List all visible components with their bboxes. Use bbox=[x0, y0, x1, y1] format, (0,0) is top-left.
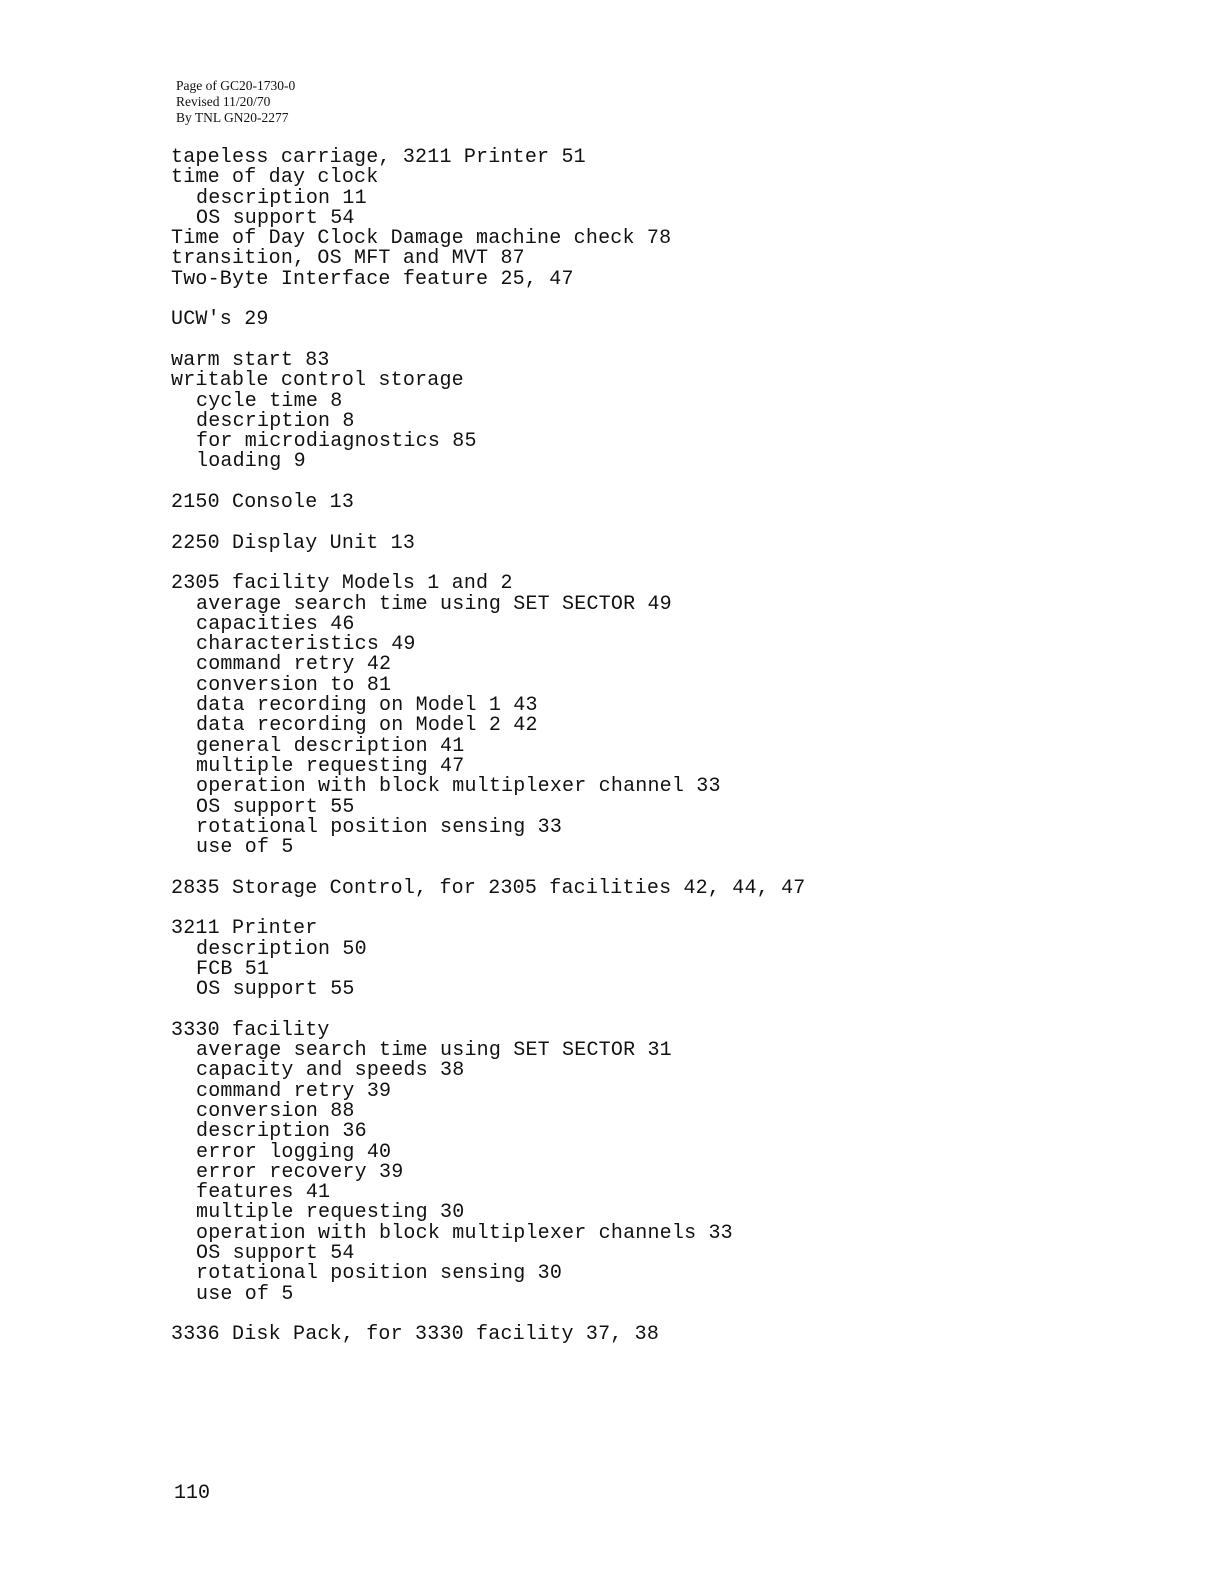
page-number: 110 bbox=[174, 1482, 211, 1505]
index-entry: time of day clock bbox=[171, 166, 379, 190]
index-subentry: data recording on Model 2 42 bbox=[196, 714, 538, 738]
index-subentry: operation with block multiplexer channel 33 bbox=[196, 775, 721, 799]
index-subentry: general description 41 bbox=[196, 734, 465, 758]
index-subentry: characteristics 49 bbox=[196, 633, 416, 657]
index-subentry: OS support 55 bbox=[196, 795, 355, 819]
index-subentry: rotational position sensing 30 bbox=[196, 1262, 563, 1286]
index-subentry: conversion 88 bbox=[196, 1099, 355, 1123]
index-subentry: conversion to 81 bbox=[196, 673, 392, 697]
revision-header bbox=[176, 78, 295, 126]
index-entry: tapeless carriage, 3211 Printer 51 bbox=[171, 146, 586, 169]
index-subentry: data recording on Model 1 43 bbox=[196, 694, 538, 718]
index-entry: 2835 Storage Control, for 2305 facilities 42, 44, 47 bbox=[171, 876, 806, 900]
index-entry: Time of Day Clock Damage machine check 78 bbox=[171, 227, 672, 251]
blank-line bbox=[171, 899, 806, 919]
index-subentry: loading 9 bbox=[196, 450, 306, 474]
index-subentry: rotational position sensing 33 bbox=[196, 815, 563, 839]
index-subentry: average search time using SET SECTOR 31 bbox=[196, 1039, 672, 1063]
blank-line bbox=[171, 858, 806, 878]
index-subentry: features 41 bbox=[196, 1181, 331, 1205]
blank-line bbox=[171, 1000, 806, 1020]
index-subentry: operation with block multiplexer channels 33 bbox=[196, 1221, 733, 1245]
blank-line bbox=[171, 513, 806, 533]
index-entry: 2150 Console 13 bbox=[171, 491, 355, 515]
index-entry: transition, OS MFT and MVT 87 bbox=[171, 247, 525, 271]
blank-line bbox=[171, 1305, 806, 1325]
index-entry: UCW's 29 bbox=[171, 308, 269, 332]
index-entry: 2305 facility Models 1 and 2 bbox=[171, 572, 513, 596]
revision-page-label: Page of GC20-1730-0 bbox=[176, 78, 296, 93]
blank-line bbox=[171, 290, 806, 310]
index-subentry: multiple requesting 30 bbox=[196, 1201, 465, 1225]
blank-line bbox=[171, 554, 806, 574]
index-subentry: capacity and speeds 38 bbox=[196, 1059, 465, 1083]
index-subentry: cycle time 8 bbox=[196, 389, 343, 413]
index-subentry: OS support 54 bbox=[196, 1242, 355, 1266]
index-subentry: OS support 55 bbox=[196, 978, 355, 1002]
index-entry: 2250 Display Unit 13 bbox=[171, 531, 416, 555]
index-subentry: multiple requesting 47 bbox=[196, 754, 465, 778]
index-subentry: for microdiagnostics 85 bbox=[196, 430, 477, 454]
index-subentry: use of 5 bbox=[196, 1282, 294, 1306]
index-subentry: command retry 39 bbox=[196, 1079, 392, 1103]
index-subentry: description 36 bbox=[196, 1120, 367, 1144]
index-entries bbox=[171, 148, 806, 1346]
index-subentry: OS support 54 bbox=[196, 206, 355, 230]
index-subentry: average search time using SET SECTOR 49 bbox=[196, 592, 672, 616]
index-entry: warm start 83 bbox=[171, 348, 330, 372]
index-entry: 3211 Printer bbox=[171, 917, 318, 941]
blank-line bbox=[171, 331, 806, 351]
index-subentry: description 11 bbox=[196, 186, 367, 210]
index-subentry: error logging 40 bbox=[196, 1140, 392, 1164]
index-subentry: command retry 42 bbox=[196, 653, 392, 677]
index-entry: writable control storage bbox=[171, 369, 464, 393]
index-entry: Two-Byte Interface feature 25, 47 bbox=[171, 267, 574, 291]
index-subentry: use of 5 bbox=[196, 836, 294, 860]
revision-date: Revised 11/20/70 bbox=[176, 94, 271, 109]
index-subentry: description 50 bbox=[196, 937, 367, 961]
index-subentry: capacities 46 bbox=[196, 612, 355, 636]
index-subentry: description 8 bbox=[196, 409, 355, 433]
index-entry: 3330 facility bbox=[171, 1018, 330, 1042]
index-entry: 3336 Disk Pack, for 3330 facility 37, 38 bbox=[171, 1323, 660, 1347]
blank-line bbox=[171, 473, 806, 493]
revision-tnl: By TNL GN20-2277 bbox=[176, 110, 289, 125]
index-subentry: FCB 51 bbox=[196, 957, 270, 981]
index-subentry: error recovery 39 bbox=[196, 1160, 404, 1184]
